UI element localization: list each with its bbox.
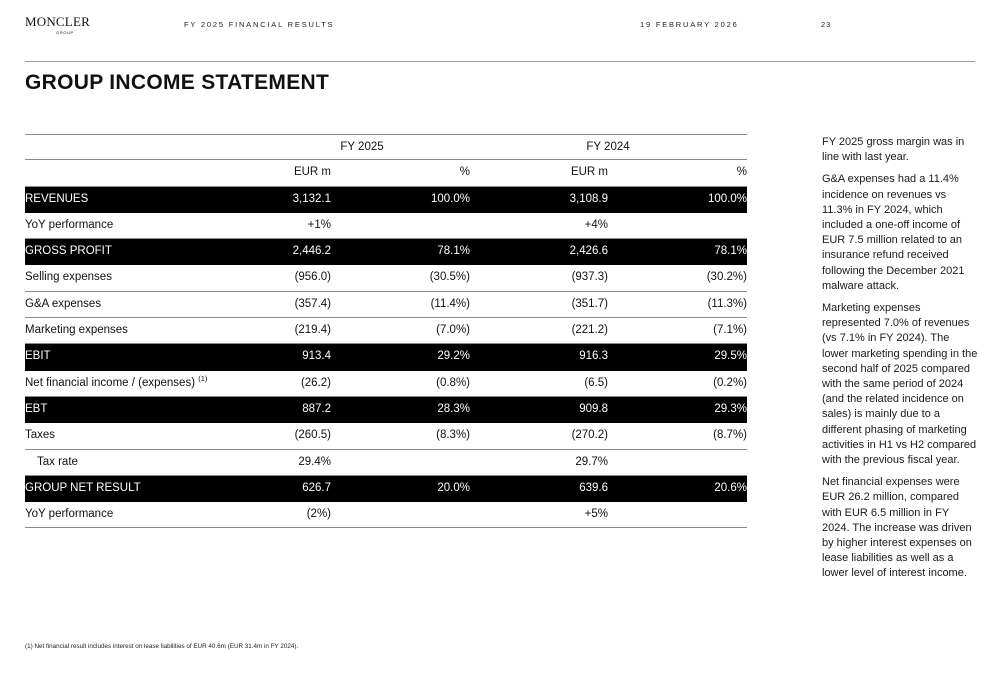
row-label: YoY performance	[25, 508, 114, 521]
pct-fy2024: (7.1%)	[713, 324, 747, 337]
row-label: GROUP NET RESULT	[25, 481, 141, 494]
value-fy2025: (2%)	[306, 508, 331, 521]
table-row-taxes	[25, 423, 747, 449]
value-fy2024: +4%	[584, 218, 608, 231]
row-label: YoY performance	[25, 218, 114, 231]
value-fy2024: +5%	[584, 508, 608, 521]
table-row-marketing-expenses	[25, 318, 747, 344]
pct-fy2024: 78.1%	[714, 245, 747, 258]
value-fy2024: (351.7)	[571, 297, 608, 310]
header-divider	[25, 61, 975, 62]
page-title: GROUP INCOME STATEMENT	[25, 71, 330, 94]
pct-fy2025: (7.0%)	[436, 324, 470, 337]
value-fy2025: (26.2)	[300, 376, 331, 389]
unit-header-fy2024: EUR m	[570, 166, 608, 179]
pct-header-fy2024: %	[736, 166, 747, 179]
row-label: Taxes	[25, 429, 56, 442]
value-fy2025: 29.4%	[298, 455, 331, 468]
pct-fy2024: (8.7%)	[713, 429, 747, 442]
pct-fy2025: 29.2%	[437, 350, 470, 363]
pct-header-fy2025: %	[459, 166, 470, 179]
value-fy2024: (270.2)	[571, 429, 608, 442]
pct-fy2025: 20.0%	[437, 481, 470, 494]
value-fy2024: 2,426.6	[569, 245, 608, 258]
value-fy2025: 626.7	[302, 481, 331, 494]
table-row-net-financial	[25, 371, 747, 397]
value-fy2024: (6.5)	[584, 376, 608, 389]
row-label: REVENUES	[25, 192, 89, 205]
period-header-fy2025: FY 2025	[340, 141, 384, 153]
value-fy2025: (219.4)	[294, 324, 331, 337]
row-label: EBIT	[25, 350, 51, 363]
commentary-ga-expenses: G&A expenses had a 11.4% incidence on revenues vs 11.3% in FY 2024, which included a one-off income of EUR 7.5 million related to an insurance refund received following the December 2021 malware attack.	[822, 173, 965, 292]
table-row-gross-profit	[25, 239, 747, 265]
pct-fy2025: (30.5%)	[429, 271, 470, 284]
value-fy2025: (357.4)	[294, 297, 331, 310]
row-label: Selling expenses	[25, 271, 112, 284]
table-unit-header-row	[25, 160, 747, 186]
footnote: (1) Net financial result includes interest on lease liabilities of EUR 40.6m (EUR 31.4m in FY 2024).	[25, 643, 299, 650]
pct-fy2024: 29.5%	[714, 350, 747, 363]
value-fy2025: 887.2	[302, 402, 331, 415]
income-statement-table	[25, 134, 747, 528]
logo-wordmark: MONCLER	[25, 14, 90, 29]
moncler-logo	[25, 15, 89, 35]
commentary-panel	[822, 135, 978, 589]
table-row-yoy-net-result	[25, 502, 747, 528]
commentary-financial: Net financial expenses were EUR 26.2 million, compared with EUR 6.5 million in FY 2024. The increase was driven by higher interest expenses on lease liabilities as well as a lower level of interest income.	[822, 476, 972, 580]
row-label: Tax rate	[37, 455, 78, 468]
page-number: 23	[821, 20, 832, 29]
row-label: G&A expenses	[25, 297, 102, 310]
pct-fy2024: 20.6%	[714, 481, 747, 494]
row-label	[25, 371, 207, 396]
pct-fy2025: (0.8%)	[436, 376, 470, 389]
row-label: GROSS PROFIT	[25, 245, 112, 258]
row-label-text: Net financial income / (expenses)	[25, 376, 196, 389]
commentary-gross-margin: FY 2025 gross margin was in line with last year.	[822, 136, 965, 164]
logo-subtitle: GROUP	[56, 30, 74, 35]
unit-header-fy2025: EUR m	[293, 166, 331, 179]
row-label: Marketing expenses	[25, 324, 128, 337]
value-fy2024: 916.3	[579, 350, 608, 363]
pct-fy2025: (8.3%)	[436, 429, 470, 442]
commentary-marketing: Marketing expenses represented 7.0% of revenues (vs 7.1% in FY 2024). The lower marketing spending in the second half of 2025 compared with the same period of 2024 (and the related incidence on sales) is mainly due to a different phasing of marketing activities in H1 vs H2 compared with the previous fiscal year.	[822, 302, 978, 467]
table-period-header-row	[25, 134, 747, 160]
table-row-group-net-result	[25, 476, 747, 502]
table-row-ebit	[25, 344, 747, 370]
value-fy2025: 3,132.1	[292, 192, 331, 205]
table-row-selling-expenses	[25, 265, 747, 291]
table-row-yoy-revenues	[25, 213, 747, 239]
period-header-fy2024: FY 2024	[586, 141, 630, 153]
value-fy2024: 639.6	[579, 481, 608, 494]
value-fy2025: (260.5)	[294, 429, 331, 442]
value-fy2025: 913.4	[302, 350, 331, 363]
value-fy2024: (221.2)	[571, 324, 608, 337]
pct-fy2024: 29.3%	[714, 402, 747, 415]
pct-fy2024: (0.2%)	[713, 376, 747, 389]
header-date: 19 FEBRUARY 2026	[640, 20, 739, 29]
value-fy2025: (956.0)	[294, 271, 331, 284]
value-fy2024: (937.3)	[571, 271, 608, 284]
row-label: EBT	[25, 402, 48, 415]
header-title: FY 2025 FINANCIAL RESULTS	[184, 20, 335, 29]
page-header	[0, 0, 1000, 62]
table-row-ebt	[25, 397, 747, 423]
table-row-tax-rate	[25, 450, 747, 476]
pct-fy2024: (30.2%)	[706, 271, 747, 284]
table-row-revenues	[25, 187, 747, 213]
pct-fy2024: 100.0%	[707, 192, 747, 205]
pct-fy2025: 78.1%	[437, 245, 470, 258]
value-fy2024: 29.7%	[575, 455, 608, 468]
table-row-ga-expenses	[25, 292, 747, 318]
pct-fy2025: (11.4%)	[430, 297, 470, 310]
value-fy2024: 3,108.9	[569, 192, 608, 205]
value-fy2025: +1%	[307, 218, 331, 231]
value-fy2024: 909.8	[579, 402, 608, 415]
footnote-marker: (1)	[198, 373, 208, 383]
value-fy2025: 2,446.2	[292, 245, 331, 258]
pct-fy2025: 28.3%	[437, 402, 470, 415]
pct-fy2025: 100.0%	[430, 192, 470, 205]
pct-fy2024: (11.3%)	[707, 297, 747, 310]
